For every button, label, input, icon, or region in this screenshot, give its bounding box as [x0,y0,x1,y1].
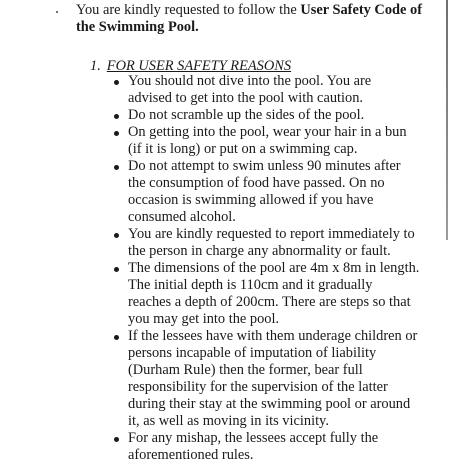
rule-text-line: advised to get into the pool with caution. [128,90,364,106]
rule-list-item [114,124,448,158]
rule-list-item [114,226,448,260]
rule-text-line: (Durham Rule) then the former, bear full [128,362,363,378]
rule-text-line: reaches a depth of 200cm. There are steps so that [128,294,411,310]
rule-list-item [114,430,448,464]
rule-text-line: occasion is swimming allowed if you have [128,192,374,208]
intro-line-2 [76,19,446,36]
rule-text-line: Do not scramble up the sides of the pool. [128,107,365,123]
bullet-icon [114,80,119,85]
rule-text-line: The dimensions of the pool are 4m x 8m in length. [128,260,420,276]
bullet-icon [114,437,119,442]
scan-dot-mark [56,11,58,13]
bullet-icon [114,233,119,238]
intro-line-1 [76,2,446,19]
section-number: 1. [90,58,101,74]
rule-list-item [114,260,448,328]
intro-paragraph [76,2,446,36]
rule-text-line: persons incapable of imputation of liability [128,345,377,361]
rule-text-line: Do not attempt to swim unless 90 minutes after [128,158,401,174]
rule-text-line: On getting into the pool, wear your hair in a bun [128,124,407,140]
rule-text-line: (if it is long) or put on a swimming cap. [128,141,358,157]
rule-text-line: You are kindly requested to report immediately to [128,226,415,242]
rule-list-item [114,328,448,430]
intro-plain-text: You are kindly requested to follow the [76,2,301,18]
rule-text-line: The initial depth is 110cm and it gradually [128,277,373,293]
rule-text-line: it, as well as moving in its vicinity. [128,413,329,429]
rule-text-line: the consumption of food have passed. On no [128,175,385,191]
rule-text-line: consumed alcohol. [128,209,236,225]
rule-list-item [114,158,448,226]
rule-list-item [114,107,448,124]
rule-text-line: For any mishap, the lessees accept fully the [128,430,379,446]
intro-bold-text-2: the Swimming Pool. [76,19,199,35]
rule-text-line: If the lessees have with them underage children or [128,328,418,344]
rule-text-line: the person in charge any abnormality or fault. [128,243,391,259]
bullet-icon [114,267,119,272]
section-title: FOR USER SAFETY REASONS [106,58,292,74]
intro-bold-text-1: User Safety Code of [300,2,422,18]
rule-text-line: aforementioned rules. [128,447,254,463]
rule-text-line: responsibility for the supervision of the latter [128,379,388,395]
rules-list [114,73,448,464]
rule-text-line: You should not dive into the pool. You are [128,73,372,89]
rule-text-line: during their stay at the swimming pool or around [128,396,411,412]
bullet-icon [114,165,119,170]
bullet-icon [114,335,119,340]
bullet-icon [114,114,119,119]
bullet-icon [114,131,119,136]
rule-text-line: you may get into the pool. [128,311,280,327]
rule-list-item [114,73,448,107]
